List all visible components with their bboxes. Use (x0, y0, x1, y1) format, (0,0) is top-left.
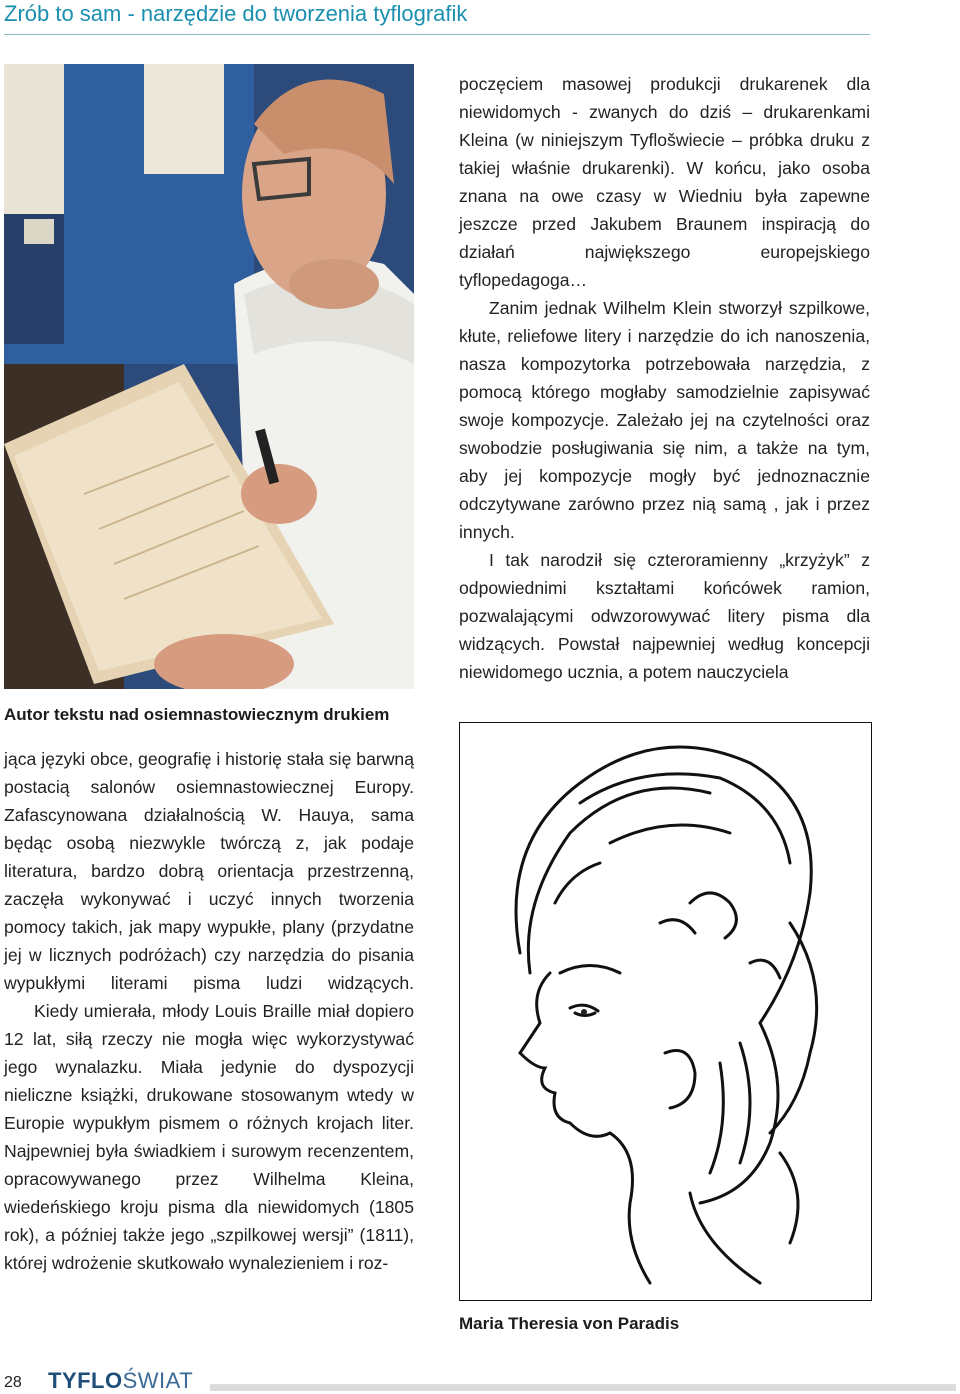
portrait-image (459, 722, 872, 1301)
paragraph: jąca języki obce, geografię i historię stała się barwną postacią salonów osiemnastowiecznej Europy. Zafascynowana działalnością W. Hauya, sama będąc osobą niezwykle twórczą z, jak podaje literatura, bardzo dobrą orientacja przestrzenną, zaczęła wykonywać i uczyć innych tworzenia pomocy takich, jak mapy wypukłe, plany (przydatne jej w licznych podróżach) czy narzędzia do pisania wypukłymi literami pisma ludzi widzących. (4, 749, 414, 993)
magazine-logo (48, 1368, 193, 1394)
header-divider (4, 34, 870, 35)
footer-divider (210, 1384, 956, 1391)
logo-text-part2: ŚWIAT (122, 1368, 194, 1393)
page-header-title: Zrób to sam - narzędzie do tworzenia tyflografik (4, 1, 468, 26)
author-photo-illustration (4, 64, 414, 689)
left-text-column (4, 745, 414, 1277)
right-text-column (459, 70, 870, 686)
photo-caption: Autor tekstu nad osiemnastowiecznym drukiem (4, 705, 390, 724)
portrait-sketch-illustration (460, 723, 871, 1300)
logo-text-part1: TYFLO (48, 1368, 123, 1393)
paragraph: Kiedy umierała, młody Louis Braille miał dopiero 12 lat, siłą rzeczy nie mogła więc wykorzystywać jego wynalazku. Miała jedynie do dyspozycji nieliczne książki, drukowane stosowanym wtedy w Europie wypukłym pismem o różnych krojach liter. Najpewniej była świadkiem i surowym recenzentem, opracowywanego przez Wilhelma Kleina, wiedeńskiego kroju pisma dla niewidomych (1805 rok), a później także jego „szpilkowej wersji” (1811), której wdrożenie skutkowało wynalezieniem i roz- (4, 1001, 414, 1273)
author-photo (4, 64, 414, 689)
page-number: 28 (4, 1374, 22, 1391)
paragraph: I tak narodził się czteroramienny „krzyżyk” z odpowiednimi kształtami końcówek ramion, pozwalającymi odwzorowywać litery pisma dla widzących. Powstał najpewniej według koncepcji niewidomego ucznia, a potem nauczyciela (459, 550, 870, 682)
portrait-caption: Maria Theresia von Paradis (459, 1314, 680, 1333)
paragraph: Zanim jednak Wilhelm Klein stworzył szpilkowe, kłute, reliefowe litery i narzędzie do ich nanoszenia, nasza kompozytorka potrzebowała narzędzia, z pomocą którego mogłaby samodzielnie zapisywać swoje kompozycje. Zależało jej na czytelności oraz swobodzie posługiwania się nim, a także na tym, aby jej kompozycje mogły być jednoznacznie odczytywane zarówno przez nią samą , jak i przez innych. (459, 298, 870, 542)
paragraph: poczęciem masowej produkcji drukarenek dla niewidomych - zwanych do dziś – drukarenkami Kleina (w niniejszym Tyflošwiecie – próbka druku z takiej właśnie drukarenki). W końcu, jako osoba znana na owe czasy w Wiedniu była zapewne jeszcze przed Jakubem Braunem inspiracją do działań największego europejskiego tyflopedagoga… (459, 74, 870, 290)
page-footer (0, 1366, 960, 1394)
